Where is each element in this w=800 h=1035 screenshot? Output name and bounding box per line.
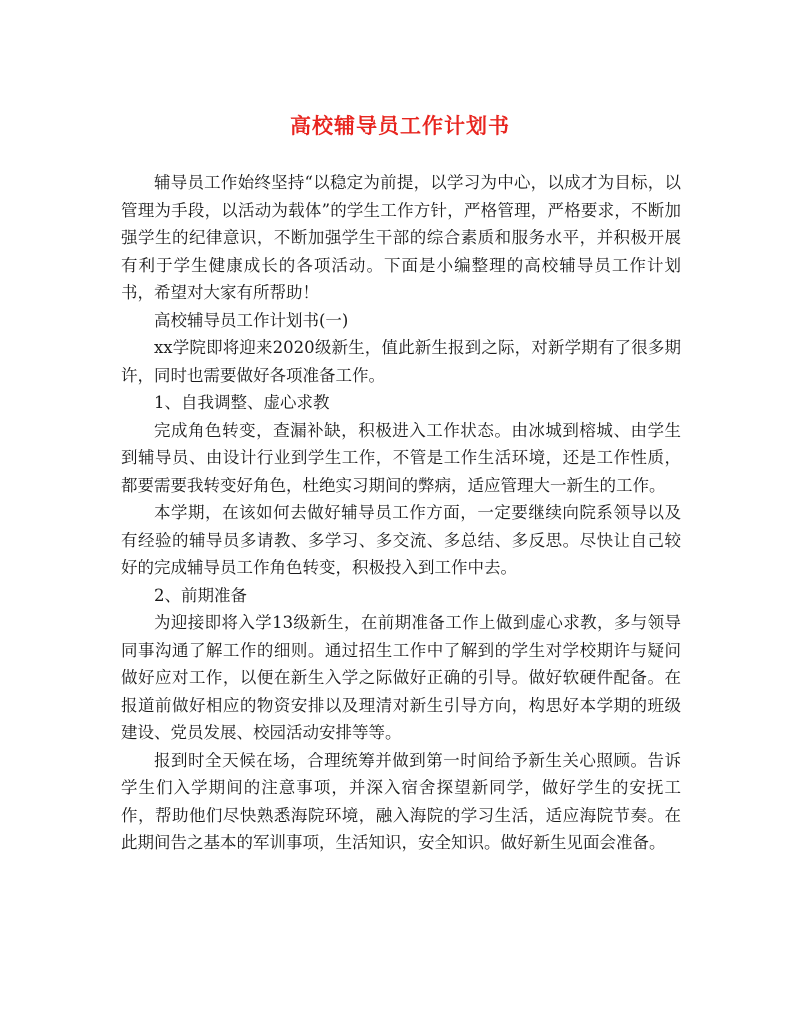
- subheading-self-adjustment: 1、自我调整、虚心求教: [154, 393, 330, 412]
- paragraph-college-intro: xx学院即将迎来2020级新生，值此新生报到之际，对新学期有了很多期许，同时也需要做好各项准备工作。: [121, 338, 681, 385]
- intro-paragraph: 辅导员工作始终坚持“以稳定为前提，以学习为中心，以成才为目标，以管理为手段，以活动为载体”的学生工作方针，严格管理，严格要求，不断加强学生的纪律意识，不断加强学生干部的综合素质和服务水平，并积极开展有利于学生健康成长的各项活动。下面是小编整理的高校辅导员工作计划书，希望对大家有所帮助！: [121, 173, 681, 302]
- paragraph-role-change: 完成角色转变，查漏补缺，积极进入工作状态。由冰城到榕城、由学生到辅导员、由设计行业到学生工作，不管是工作生活环境，还是工作性质，都要需要我转变好角色，杜绝实习期间的弊病，适应管理大一新生的工作。: [121, 420, 681, 495]
- document-title: 高校辅导员工作计划书: [290, 113, 510, 138]
- paragraph-preparation-detail: 为迎接即将入学13级新生，在前期准备工作上做到虚心求教，多与领导同事沟通了解工作的细则。通过招生工作中了解到的学生对学校期许与疑问做好应对工作，以便在新生入学之际做好正确的引导。做好软硬件配备。在报道前做好相应的物资安排以及理清对新生引导方向，构思好本学期的班级建设、党员发展、校园活动安排等等。: [121, 613, 681, 742]
- paragraph-registration: 报到时全天候在场，合理统筹并做到第一时间给予新生关心照顾。告诉学生们入学期间的注意事项，并深入宿舍探望新同学，做好学生的安抚工作，帮助他们尽快熟悉海院环境，融入海院的学习生活，适应海院节奏。在此期间告之基本的军训事项，生活知识，安全知识。做好新生见面会准备。: [121, 750, 681, 852]
- paragraph-semester-learning: 本学期，在该如何去做好辅导员工作方面，一定要继续向院系领导以及有经验的辅导员多请教、多学习、多交流、多总结、多反思。尽快让自己较好的完成辅导员工作角色转变，积极投入到工作中去。: [121, 503, 681, 577]
- subheading-preparation: 2、前期准备: [154, 585, 247, 605]
- section-heading-plan-one: 高校辅导员工作计划书(一): [154, 310, 349, 330]
- document-body: [121, 169, 681, 857]
